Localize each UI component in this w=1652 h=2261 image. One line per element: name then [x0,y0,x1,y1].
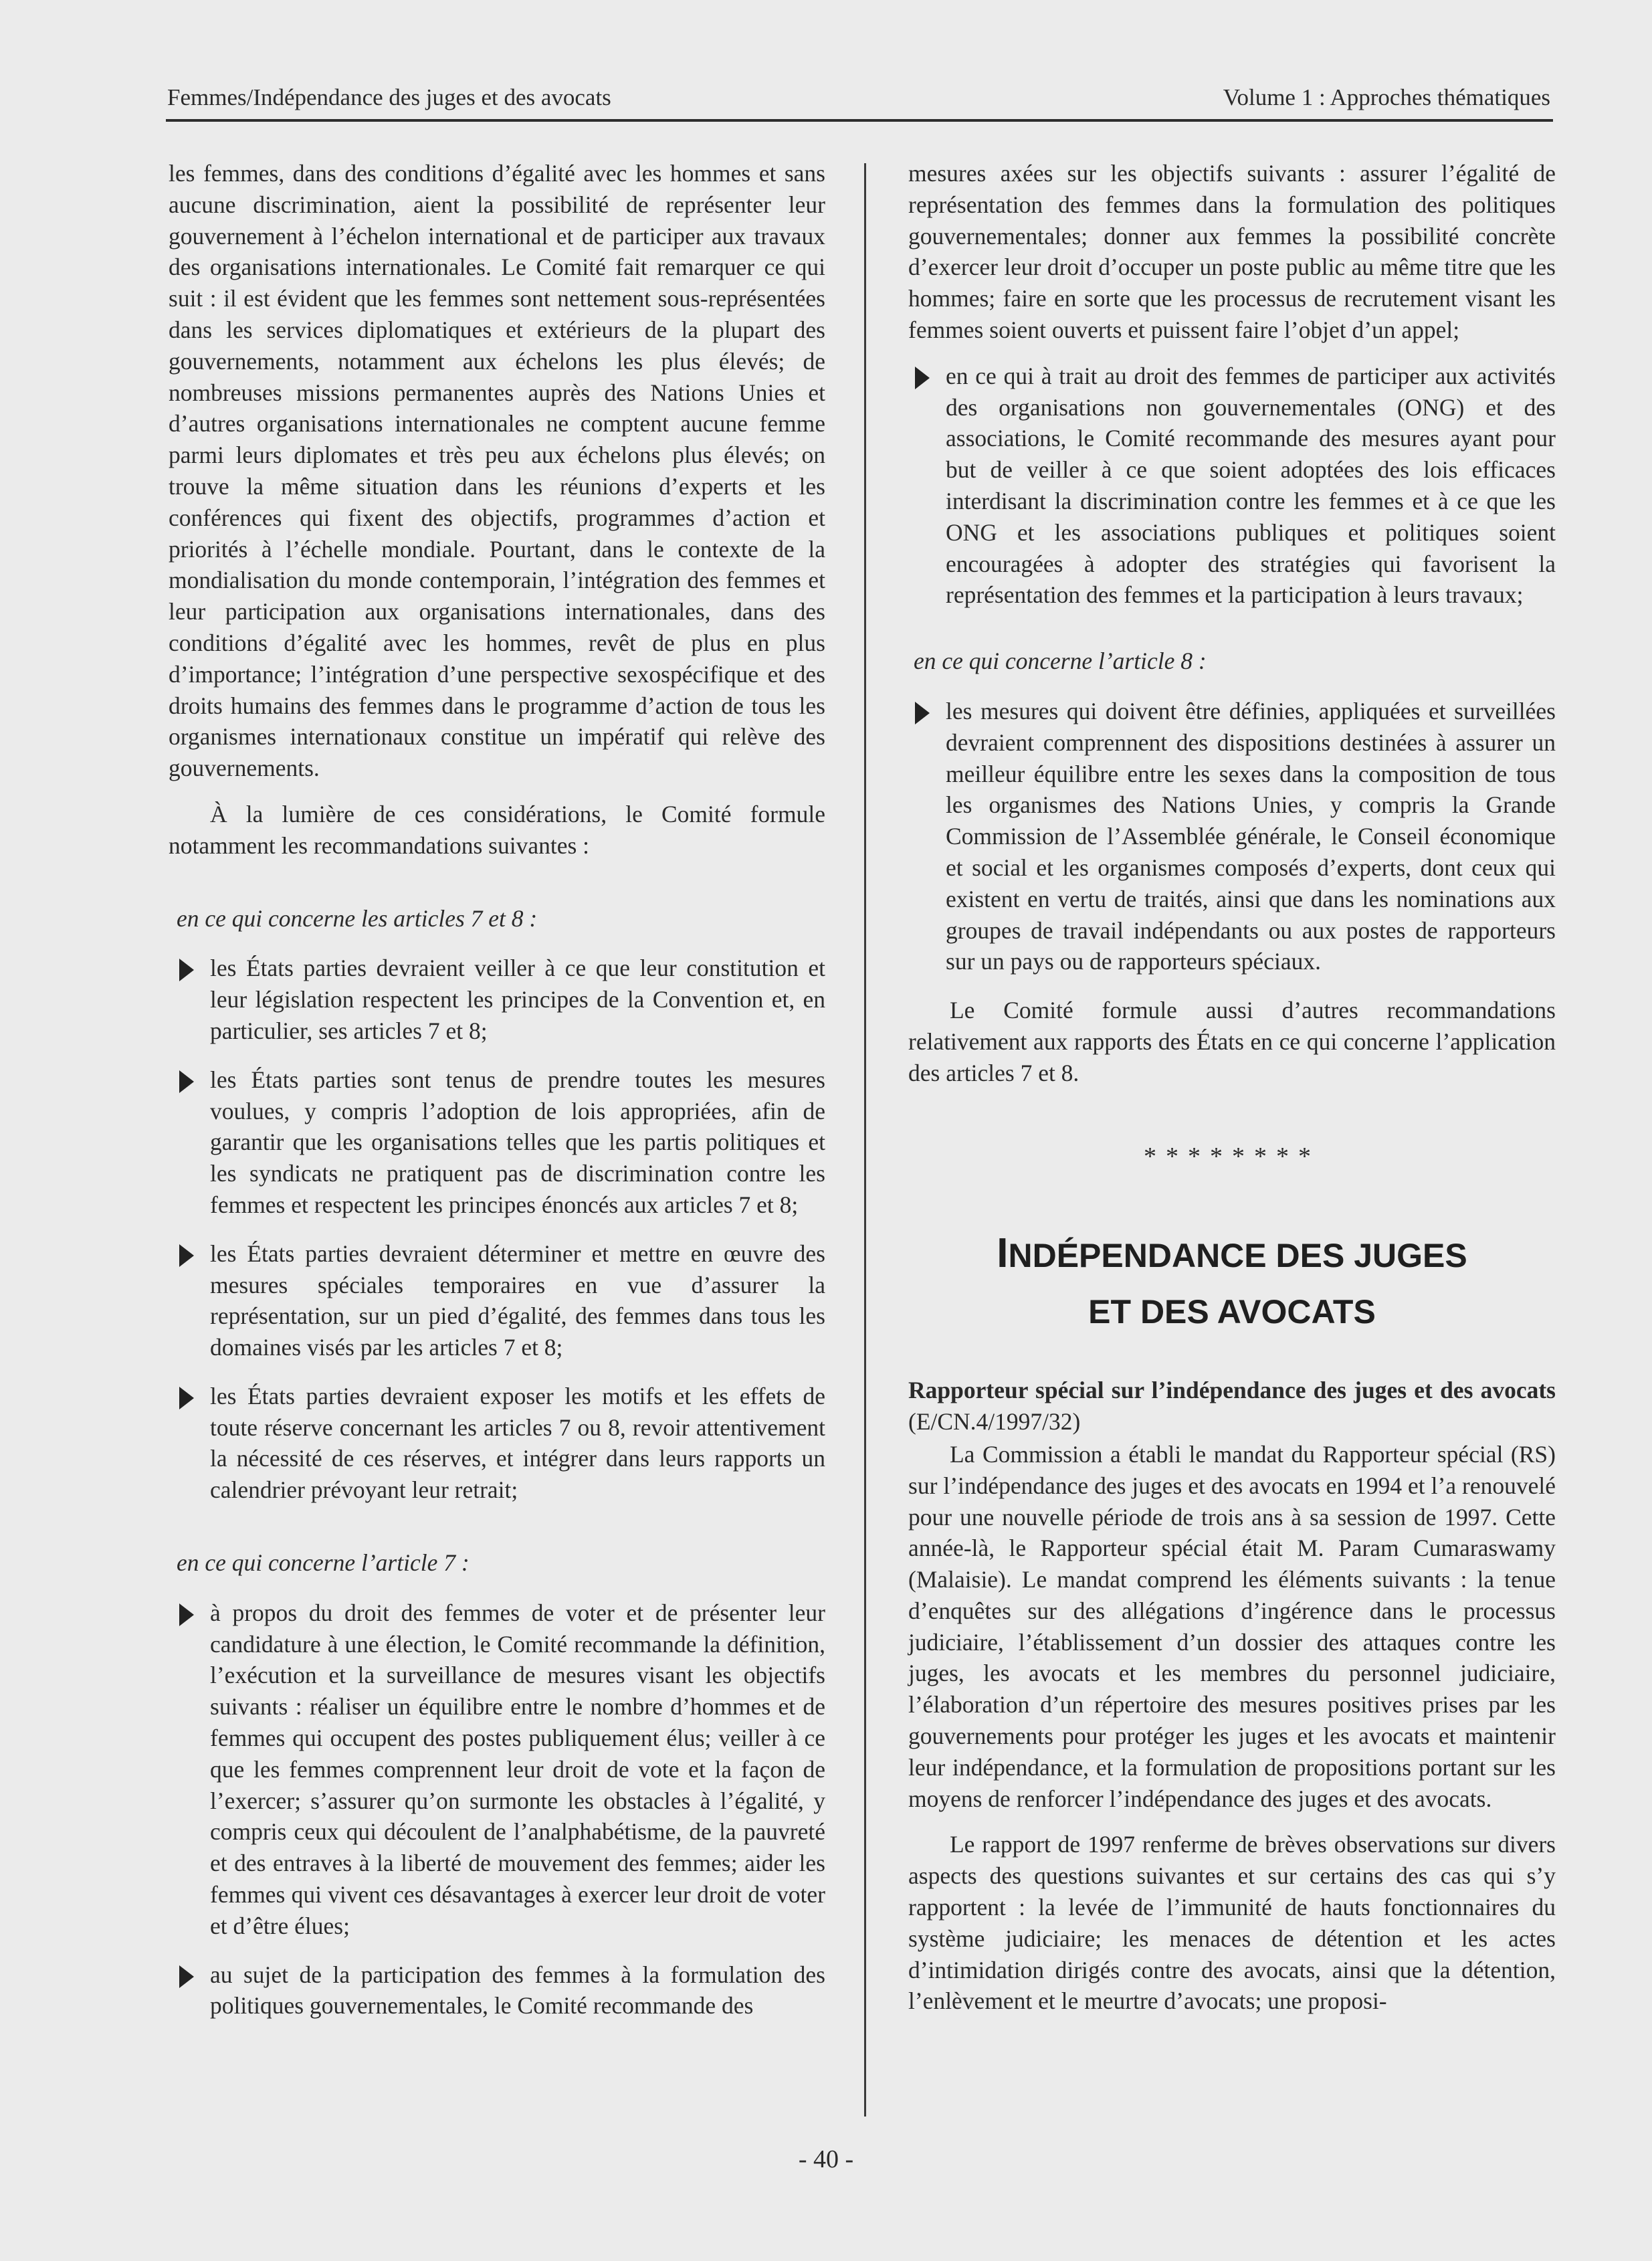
running-header-left: Femmes/Indépendance des juges et des avocats [167,84,611,110]
section-separator-stars: ******** [1144,1142,1320,1171]
bullet-item: les États parties devraient déterminer et mettre en œuvre des mesures spéciales temporaires en vue d’assurer la représentation, sur un pied d’égalité, des femmes dans tous les domaines visés par les articles 7 et 8; [169,1238,825,1363]
triangle-bullet-icon [179,1070,194,1093]
paragraph: Le Comité formule aussi d’autres recommandations relativement aux rapports des États en ce qui concerne l’application des articles 7 et 8. [908,997,1556,1086]
subheading: en ce qui concerne les articles 7 et 8 : [177,904,538,932]
triangle-bullet-icon [179,1244,194,1267]
triangle-bullet-icon [915,702,930,724]
left-column [169,158,825,2039]
bullet-item: au sujet de la participation des femmes à la formulation des politiques gouvernementales, le Comité recommande des [169,1959,825,2022]
triangle-bullet-icon [915,367,930,389]
rapporteur-heading: Rapporteur spécial sur l’indépendance des juges et des avocats (E/CN.4/1997/32) [908,1377,1556,1436]
subheading: en ce qui concerne l’article 7 : [177,1549,470,1577]
subheading: en ce qui concerne l’article 8 : [914,648,1207,675]
running-header-right: Volume 1 : Approches thématiques [1223,84,1550,110]
page-number: - 40 - [798,2145,854,2173]
bullet-item: en ce qui à trait au droit des femmes de participer aux activités des organisations non gouvernementales (ONG) et des associations, le Comité recommande des mesures ayant pour but de veiller à ce que soient adoptées des lois efficaces interdisant la discrimination contre les femmes et à ce que les ONG et les associations publiques et politiques soient encouragées à adopter des stratégies qui favorisent la représentation des femmes et la participation à leurs travaux; [908,361,1556,611]
bullet-item: à propos du droit des femmes de voter et de présenter leur candidature à une élection, le Comité recommande la définition, l’exécution et la surveillance de mesures visant les objectifs suivants : réaliser un équilibre entre le nombre d’hommes et de femmes qui occupent des postes publiquement élus; veiller à ce que les femmes comprennent leur droit de vote et la façon de l’exercer; s’assurer qu’on surmonte les obstacles à l’égalité, y compris ceux qui découlent de l’analphabétisme, de la pauvreté et des entraves à la liberté de mouvement des femmes; aider les femmes qui vivent ces désavantages à exercer leur droit de voter et d’être élues; [169,1597,825,1942]
paragraph: mesures axées sur les objectifs suivants : assurer l’égalité de représentation des femmes dans la formulation des politiques gouvernementales; donner aux femmes la possibilité concrète d’exercer leur droit d’occuper un poste public au même titre que les hommes; faire en sorte que les processus de recrutement visant les femmes soient ouverts et puissent faire l’objet d’un appel; [908,160,1556,343]
bullet-item: les mesures qui doivent être définies, appliquées et surveillées devraient comprennent des dispositions destinées à assurer un meilleur équilibre entre les sexes dans la composition de tous les organismes des Nations Unies, y compris la Grande Commission de l’Assemblée générale, le Conseil économique et social et les organismes composés d’experts, dont ceux qui existent en vertu de traités, ainsi que dans les nominations aux groupes de travail indépendants ou aux postes de rapporteurs sur un pays ou de rapporteurs spéciaux. [908,696,1556,977]
bullet-item: les États parties sont tenus de prendre toutes les mesures voulues, y compris l’adoption de lois appropriées, afin de garantir que les organisations telles que les partis politiques et les syndicats ne pratiquent pas de discrimination contre les femmes et respectent les principes énoncés aux articles 7 et 8; [169,1064,825,1221]
triangle-bullet-icon [179,1387,194,1409]
triangle-bullet-icon [179,959,194,981]
paragraph: La Commission a établi le mandat du Rapporteur spécial (RS) sur l’indépendance des juges et des avocats en 1994 et l’a renouvelé pour une nouvelle période de trois ans à sa session de 1997. Cette année-là, le Rapporteur spécial était M. Param Cumaraswamy (Malaisie). Le mandat comprend les éléments suivants : la tenue d’enquêtes sur des allégations d’ingérence dans le processus judiciaire, l’établissement d’un dossier des attaques contre les juges, les avocats et les membres du personnel judiciaire, l’élaboration d’un répertoire des mesures positives prises par les gouvernements pour protéger les juges et les avocats et maintenir leur indépendance, et la formulation de propositions portant sur les moyens de renforcer l’indépendance des juges et des avocats. [908,1440,1556,1812]
triangle-bullet-icon [179,1965,194,1988]
paragraph: À la lumière de ces considérations, le Comité formule notamment les recommandations suivantes : [169,800,825,859]
bullet-item: les États parties devraient exposer les motifs et les effets de toute réserve concernant les articles 7 ou 8, revoir attentivement la nécessité de ces réserves, et intégrer dans leurs rapports un calendrier prévoyant leur retrait; [169,1381,825,1506]
right-column [908,158,1556,2017]
paragraph: les femmes, dans des conditions d’égalité avec les hommes et sans aucune discrimination, aient la possibilité de représenter leur gouvernement à l’échelon international et de participer aux travaux des organisations internationales. Le Comité fait remarquer ce qui suit : il est évident que les femmes sont nettement sous-représentées dans les services diplomatiques et extérieurs de la plupart des gouvernements, notamment aux échelons les plus élevés; de nombreuses missions permanentes auprès des Nations Unies et d’autres organisations internationales ne comptent aucune femme parmi leurs diplomates et très peu aux échelons plus élevés; on trouve la même situation dans les réunions d’experts et les conférences qui fixent des objectifs, programmes d’action et priorités à l’échelle mondiale. Pourtant, dans le contexte de la mondialisation du monde contemporain, l’intégration des femmes et leur participation aux organisations internationales, dans des conditions d’égalité avec les hommes, revêt de plus en plus d’importance; l’intégration d’une perspective sexospécifique et des droits humains des femmes dans le programme d’action de tous les organismes internationaux constitue un impératif qui relève des gouvernements. [169,160,825,782]
bullet-item: les États parties devraient veiller à ce que leur constitution et leur législation respectent les principes de la Convention et, en particulier, ses articles 7 et 8; [169,953,825,1046]
header-rule [166,119,1553,122]
paragraph: Le rapport de 1997 renferme de brèves observations sur divers aspects des questions suivantes et sur certains des cas qui s’y rapportent : la levée de l’immunité de hauts fonctionnaires du système judiciaire; les menaces de détention et les actes d’intimidation dirigés contre des avocats, ainsi que la détention, l’enlèvement et le meurtre d’avocats; une proposi- [908,1831,1556,2015]
section-title: INDÉPENDANCE DES JUGES ET DES AVOCATS [997,1230,1467,1331]
triangle-bullet-icon [179,1603,194,1626]
column-divider [864,163,866,2117]
